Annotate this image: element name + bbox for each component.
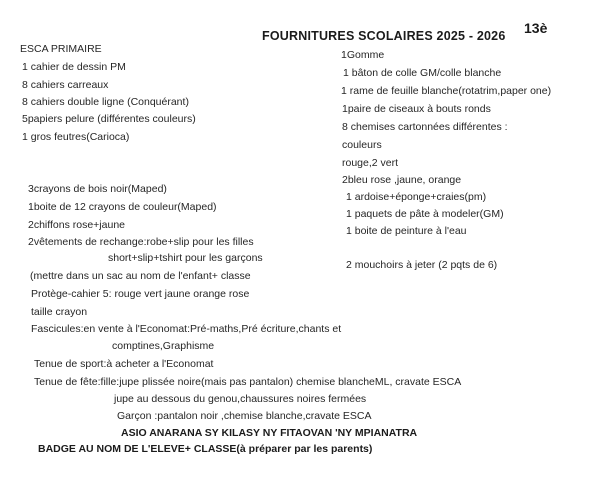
right-item: rouge,2 vert (342, 157, 399, 169)
left-item: short+slip+tshirt pour les garçons (108, 252, 263, 264)
left-item: 2chiffons rose+jaune (28, 219, 126, 231)
left-item: Fascicules:en vente à l'Economat:Pré-maths,Pré écriture,chants et (31, 323, 342, 335)
left-item: Tenue de fête:fille:jupe plissée noire(mais pas pantalon) chemise blancheML, cravate ESCA (34, 376, 462, 388)
left-item: 1boite de 12 crayons de couleur(Maped) (28, 201, 217, 213)
badge-note: BADGE AU NOM DE L'ELEVE+ CLASSE(à préparer par les parents) (38, 443, 373, 455)
right-item: 2bleu rose ,jaune, orange (342, 174, 462, 186)
right-item: 1 bâton de colle GM/colle blanche (343, 67, 502, 79)
left-item: 1 gros feutres(Carioca) (22, 131, 130, 143)
right-item: 1 paquets de pâte à modeler(GM) (346, 208, 504, 220)
left-item: Garçon :pantalon noir ,chemise blanche,cravate ESCA (117, 410, 372, 422)
right-item: 8 chemises cartonnées différentes : (342, 121, 508, 133)
left-item: (mettre dans un sac au nom de l'enfant+ classe (30, 270, 251, 282)
grade-label: 13è (524, 20, 548, 36)
left-item: taille crayon (31, 306, 88, 318)
left-item: 8 cahiers carreaux (22, 79, 109, 91)
left-item: 1 cahier de dessin PM (22, 61, 126, 73)
left-item: 2vêtements de rechange:robe+slip pour les filles (28, 236, 254, 248)
school-name: ESCA PRIMAIRE (20, 43, 102, 55)
right-item: 1 boite de peinture à l'eau (346, 225, 467, 237)
right-item: 2 mouchoirs à jeter (2 pqts de 6) (346, 259, 498, 271)
left-item: Tenue de sport:à acheter a l'Economat (34, 358, 214, 370)
left-item: Protège-cahier 5: rouge vert jaune orange rose (31, 288, 250, 300)
right-item: couleurs (342, 139, 382, 151)
right-item: 1Gomme (341, 49, 385, 61)
page-title: FOURNITURES SCOLAIRES 2025 - 2026 (262, 29, 506, 43)
left-item: jupe au dessous du genou,chaussures noires fermées (114, 393, 367, 405)
right-item: 1paire de ciseaux à bouts ronds (342, 103, 491, 115)
right-item: 1 ardoise+éponge+craies(pm) (346, 191, 487, 203)
left-item: 5papiers pelure (différentes couleurs) (22, 113, 196, 125)
left-item: 3crayons de bois noir(Maped) (28, 183, 167, 195)
left-item: 8 cahiers double ligne (Conquérant) (22, 96, 189, 108)
left-item: comptines,Graphisme (112, 340, 215, 352)
right-item: 1 rame de feuille blanche(rotatrim,paper one) (341, 85, 552, 97)
malagasy-note: ASIO ANARANA SY KILASY NY FITAOVAN 'NY MPIANATRA (121, 427, 418, 439)
